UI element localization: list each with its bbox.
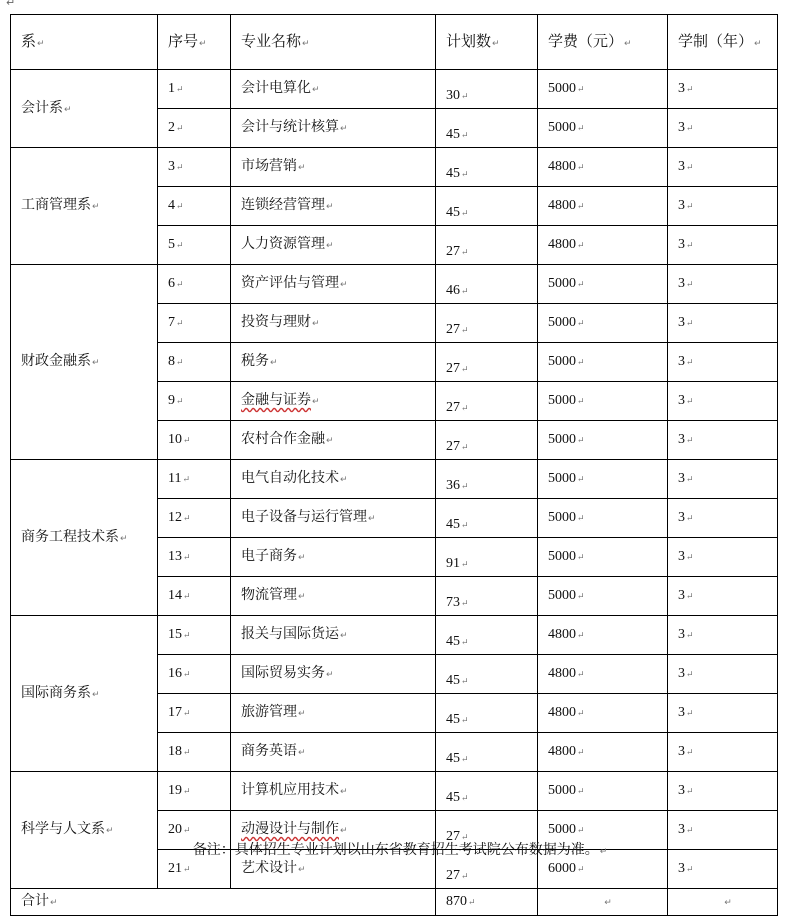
years-cell: 3↵ (668, 538, 778, 577)
fee-cell: 5000↵ (538, 343, 668, 382)
fee-cell: 5000↵ (538, 772, 668, 811)
major-cell: 人力资源管理↵ (231, 226, 436, 265)
fee-cell: 4800↵ (538, 187, 668, 226)
fee-cell: 4800↵ (538, 226, 668, 265)
no-cell: 7↵ (158, 304, 231, 343)
plan-cell: 45↵ (436, 109, 538, 148)
no-cell: 10↵ (158, 421, 231, 460)
years-cell: 3↵ (668, 343, 778, 382)
fee-cell: 5000↵ (538, 577, 668, 616)
fee-cell: 4800↵ (538, 655, 668, 694)
fee-cell: 5000↵ (538, 460, 668, 499)
plan-cell: 45↵ (436, 733, 538, 772)
dept-cell: 会计系↵ (11, 70, 158, 148)
fee-cell: 4800↵ (538, 694, 668, 733)
dept-cell: 工商管理系↵ (11, 148, 158, 265)
no-cell: 12↵ (158, 499, 231, 538)
no-cell: 6↵ (158, 265, 231, 304)
total-years-empty: ↵ (668, 889, 778, 916)
no-cell: 17↵ (158, 694, 231, 733)
no-cell: 20↵ (158, 811, 231, 850)
footnote: 备注：具体招生专业计划以山东省教育招生考试院公布数据为准。↵ (192, 842, 608, 858)
plan-cell: 27↵ (436, 382, 538, 421)
plan-cell: 91↵ (436, 538, 538, 577)
enrollment-plan-table (10, 14, 778, 916)
plan-cell: 45↵ (436, 616, 538, 655)
total-label: 合计↵ (11, 889, 436, 916)
plan-cell: 45↵ (436, 772, 538, 811)
fee-cell: 5000↵ (538, 70, 668, 109)
no-cell: 13↵ (158, 538, 231, 577)
header-dept: 系↵ (11, 15, 158, 70)
major-cell: 税务↵ (231, 343, 436, 382)
plan-cell: 73↵ (436, 577, 538, 616)
years-cell: 3↵ (668, 811, 778, 850)
years-cell: 3↵ (668, 499, 778, 538)
table-row (11, 616, 778, 655)
no-cell: 15↵ (158, 616, 231, 655)
plan-cell: 46↵ (436, 265, 538, 304)
total-fee-empty: ↵ (538, 889, 668, 916)
major-cell: 电子商务↵ (231, 538, 436, 577)
major-cell: 报关与国际货运↵ (231, 616, 436, 655)
fee-cell: 4800↵ (538, 733, 668, 772)
plan-cell: 27↵ (436, 850, 538, 889)
fee-cell: 4800↵ (538, 616, 668, 655)
no-cell: 2↵ (158, 109, 231, 148)
dept-cell: 科学与人文系↵ (11, 772, 158, 889)
plan-cell: 45↵ (436, 694, 538, 733)
plan-cell: 27↵ (436, 421, 538, 460)
no-cell: 21↵ (158, 850, 231, 889)
total-plan: 870↵ (436, 889, 538, 916)
years-cell: 3↵ (668, 70, 778, 109)
no-cell: 18↵ (158, 733, 231, 772)
years-cell: 3↵ (668, 187, 778, 226)
plan-cell: 36↵ (436, 460, 538, 499)
total-row (11, 889, 778, 916)
years-cell: 3↵ (668, 733, 778, 772)
fee-cell: 5000↵ (538, 538, 668, 577)
dept-cell: 国际商务系↵ (11, 616, 158, 772)
no-cell: 5↵ (158, 226, 231, 265)
major-cell: 会计电算化↵ (231, 70, 436, 109)
fee-cell: 4800↵ (538, 148, 668, 187)
paragraph-mark: ↵ (6, 0, 16, 9)
table-header-row (11, 15, 778, 70)
table-row (11, 70, 778, 109)
table-row (11, 772, 778, 811)
header-no: 序号↵ (158, 15, 231, 70)
major-cell: 电子设备与运行管理↵ (231, 499, 436, 538)
no-cell: 19↵ (158, 772, 231, 811)
major-cell: 资产评估与管理↵ (231, 265, 436, 304)
plan-cell: 45↵ (436, 655, 538, 694)
fee-cell: 5000↵ (538, 421, 668, 460)
years-cell: 3↵ (668, 421, 778, 460)
major-cell: 农村合作金融↵ (231, 421, 436, 460)
no-cell: 16↵ (158, 655, 231, 694)
no-cell: 1↵ (158, 70, 231, 109)
plan-cell: 27↵ (436, 304, 538, 343)
years-cell: 3↵ (668, 772, 778, 811)
major-cell: 商务英语↵ (231, 733, 436, 772)
major-cell: 连锁经营管理↵ (231, 187, 436, 226)
plan-cell: 45↵ (436, 148, 538, 187)
no-cell: 8↵ (158, 343, 231, 382)
fee-cell: 5000↵ (538, 811, 668, 850)
years-cell: 3↵ (668, 304, 778, 343)
header-fee: 学费（元）↵ (538, 15, 668, 70)
major-cell: 会计与统计核算↵ (231, 109, 436, 148)
major-cell: 艺术设计↵ (231, 850, 436, 889)
years-cell: 3↵ (668, 655, 778, 694)
plan-cell: 45↵ (436, 187, 538, 226)
header-plan: 计划数↵ (436, 15, 538, 70)
dept-cell: 财政金融系↵ (11, 265, 158, 460)
major-cell: 物流管理↵ (231, 577, 436, 616)
plan-cell: 30↵ (436, 70, 538, 109)
years-cell: 3↵ (668, 382, 778, 421)
years-cell: 3↵ (668, 226, 778, 265)
dept-cell: 商务工程技术系↵ (11, 460, 158, 616)
fee-cell: 5000↵ (538, 265, 668, 304)
major-cell: 旅游管理↵ (231, 694, 436, 733)
table-row (11, 265, 778, 304)
major-cell: 金融与证券↵ (231, 382, 436, 421)
no-cell: 9↵ (158, 382, 231, 421)
fee-cell: 5000↵ (538, 109, 668, 148)
years-cell: 3↵ (668, 265, 778, 304)
major-cell: 国际贸易实务↵ (231, 655, 436, 694)
years-cell: 3↵ (668, 850, 778, 889)
plan-cell: 27↵ (436, 343, 538, 382)
years-cell: 3↵ (668, 694, 778, 733)
fee-cell: 6000↵ (538, 850, 668, 889)
table-row (11, 148, 778, 187)
years-cell: 3↵ (668, 109, 778, 148)
no-cell: 11↵ (158, 460, 231, 499)
fee-cell: 5000↵ (538, 382, 668, 421)
years-cell: 3↵ (668, 616, 778, 655)
years-cell: 3↵ (668, 577, 778, 616)
major-cell: 计算机应用技术↵ (231, 772, 436, 811)
major-cell: 投资与理财↵ (231, 304, 436, 343)
fee-cell: 5000↵ (538, 304, 668, 343)
plan-cell: 27↵ (436, 226, 538, 265)
plan-cell: 45↵ (436, 499, 538, 538)
major-cell: 电气自动化技术↵ (231, 460, 436, 499)
fee-cell: 5000↵ (538, 499, 668, 538)
header-years: 学制（年）↵ (668, 15, 778, 70)
years-cell: 3↵ (668, 148, 778, 187)
header-major: 专业名称↵ (231, 15, 436, 70)
major-cell: 动漫设计与制作↵ (231, 811, 436, 850)
no-cell: 14↵ (158, 577, 231, 616)
no-cell: 4↵ (158, 187, 231, 226)
plan-cell: 27↵ (436, 811, 538, 850)
no-cell: 3↵ (158, 148, 231, 187)
years-cell: 3↵ (668, 460, 778, 499)
major-cell: 市场营销↵ (231, 148, 436, 187)
table-row (11, 460, 778, 499)
